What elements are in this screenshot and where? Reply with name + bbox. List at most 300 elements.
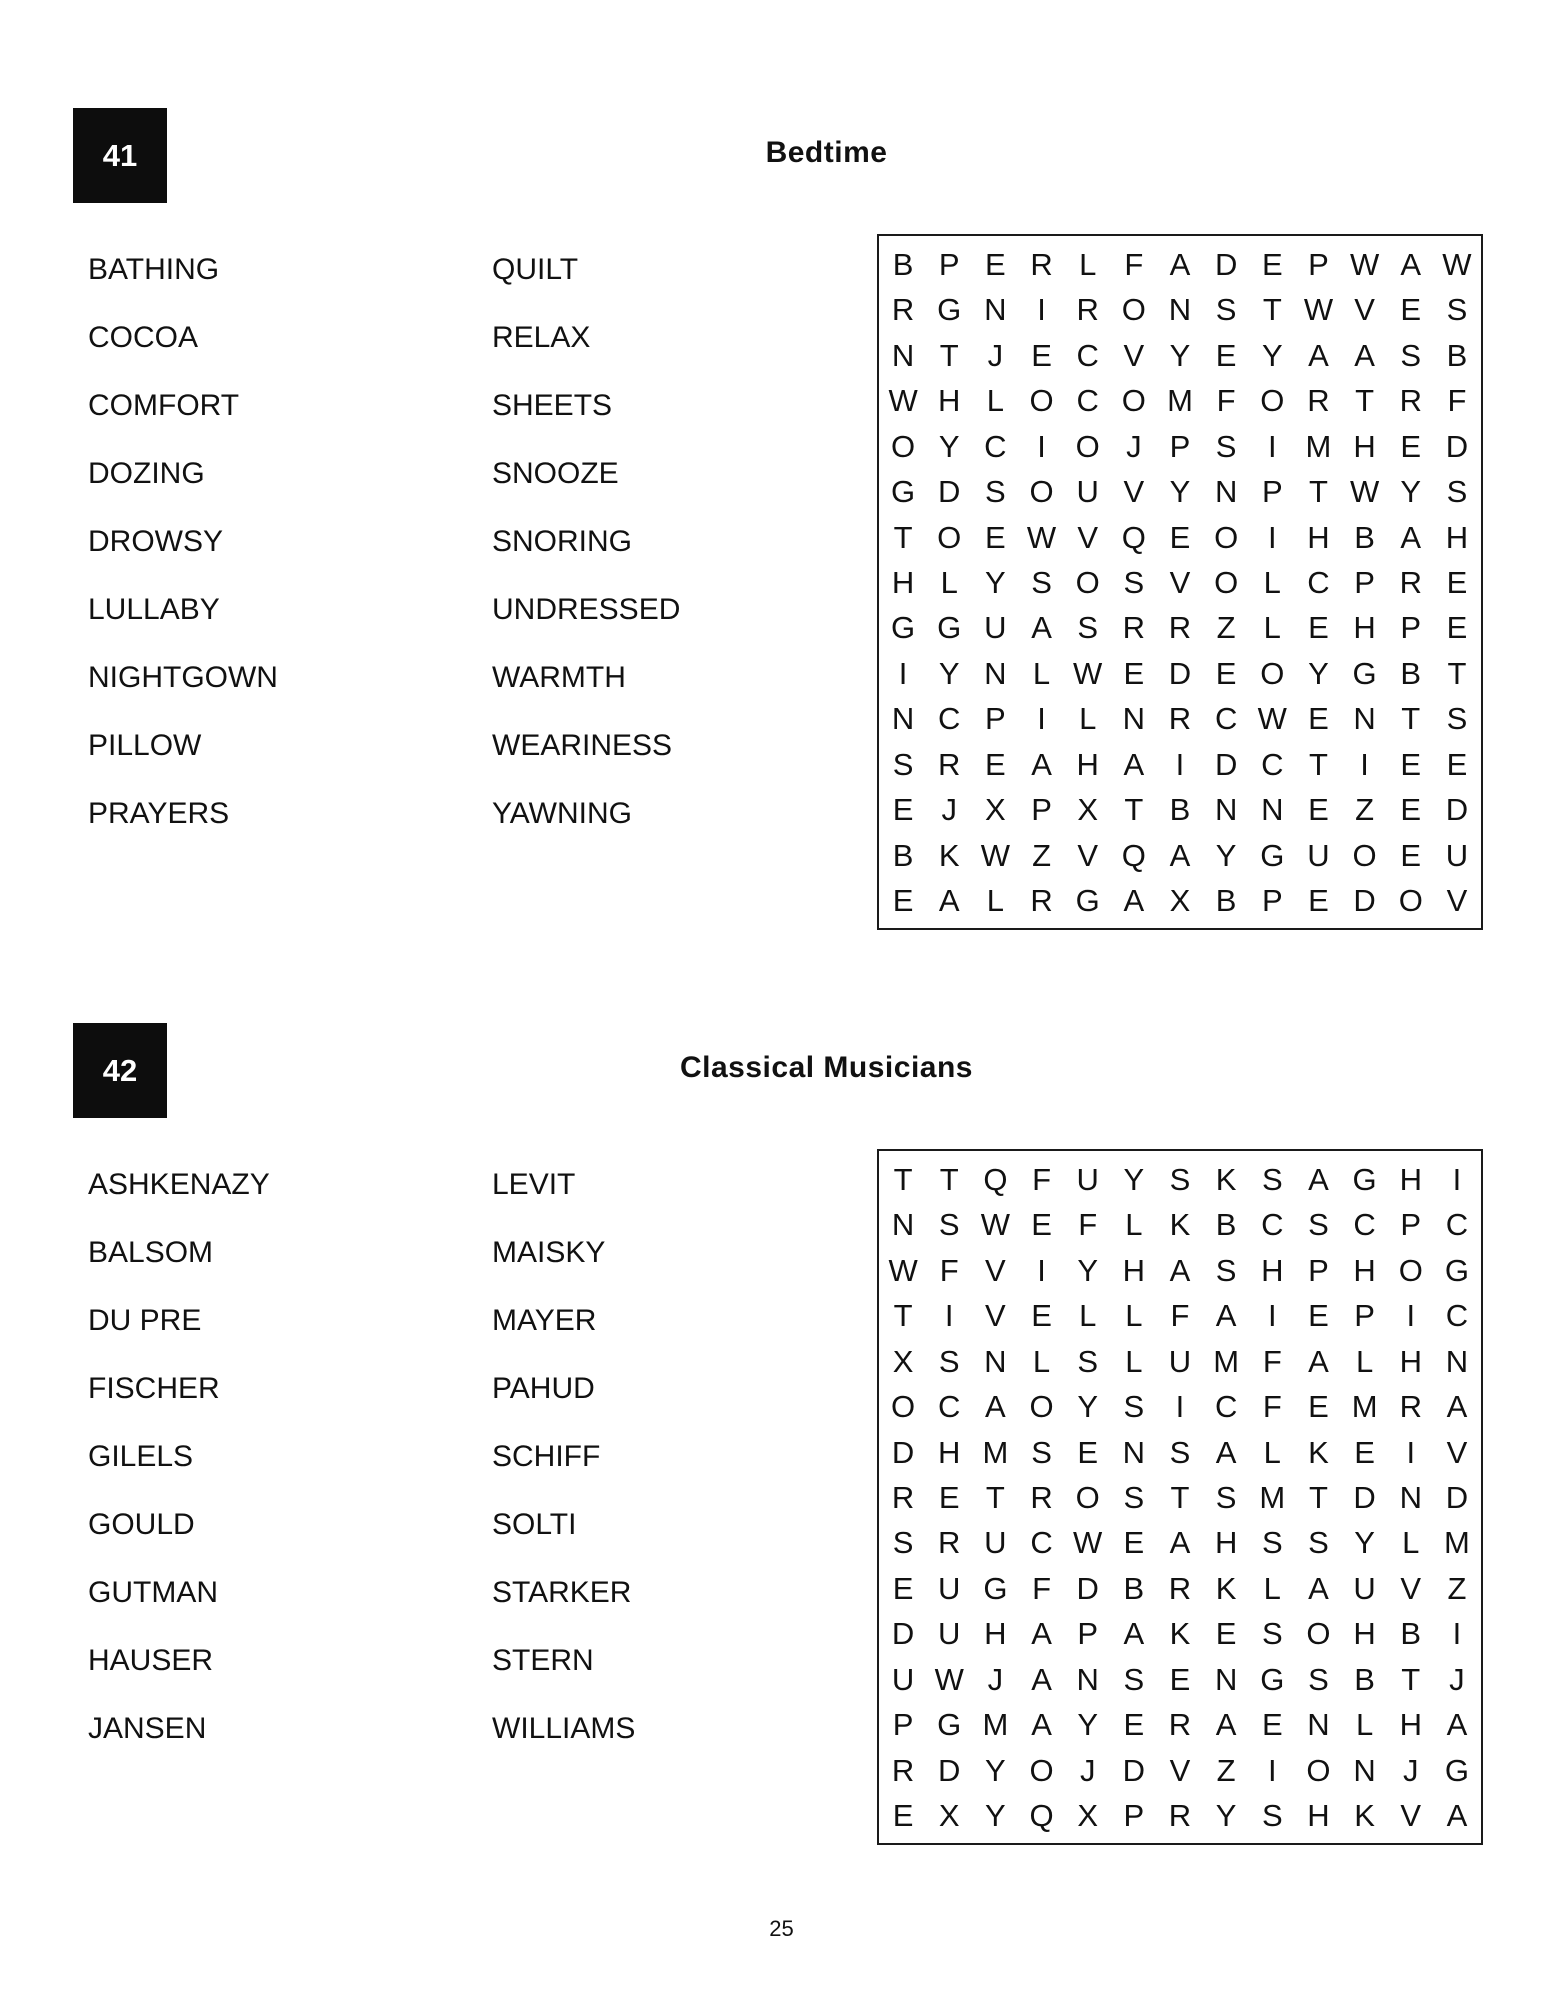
grid-letter: A bbox=[1215, 1707, 1237, 1743]
grid-letter: G bbox=[1260, 1661, 1285, 1697]
grid-letter: S bbox=[1446, 474, 1468, 510]
grid-letter: X bbox=[1169, 883, 1191, 919]
grid-letter: L bbox=[986, 883, 1004, 919]
grid-letter: T bbox=[1308, 746, 1328, 782]
grid-letter: D bbox=[938, 1752, 961, 1788]
grid-letter: W bbox=[888, 1252, 918, 1288]
grid-letter: W bbox=[888, 383, 918, 419]
grid-letter: B bbox=[892, 246, 914, 282]
grid-letter: F bbox=[1262, 1389, 1282, 1425]
grid-letter: N bbox=[1214, 792, 1238, 828]
grid-letter: R bbox=[1030, 246, 1053, 282]
grid-letter: N bbox=[1261, 792, 1284, 828]
grid-letter: W bbox=[1073, 1525, 1103, 1561]
grid-letter: P bbox=[985, 701, 1006, 737]
grid-letter: N bbox=[1353, 1752, 1376, 1788]
grid-letter: H bbox=[1445, 519, 1469, 555]
grid-letter: N bbox=[1445, 1343, 1469, 1379]
grid-letter: G bbox=[1444, 1752, 1469, 1788]
grid-letter: U bbox=[1168, 1343, 1192, 1379]
grid-letter: X bbox=[1077, 1798, 1099, 1834]
word-list-item: SCHIFF bbox=[492, 1440, 601, 1473]
grid-letter: A bbox=[1354, 337, 1375, 373]
grid-letter: Y bbox=[1169, 474, 1191, 510]
grid-letter: M bbox=[1305, 428, 1332, 464]
grid-letter: E bbox=[1308, 701, 1329, 737]
grid-letter: L bbox=[1079, 246, 1097, 282]
grid-letter: S bbox=[1077, 610, 1099, 646]
grid-letter: E bbox=[1400, 746, 1422, 782]
word-list-item: LULLABY bbox=[88, 593, 220, 626]
grid-letter: U bbox=[938, 1570, 961, 1606]
grid-letter: T bbox=[1124, 792, 1144, 828]
grid-letter: M bbox=[1167, 383, 1193, 419]
grid-letter: I bbox=[1267, 1752, 1277, 1788]
grid-letter: V bbox=[1400, 1798, 1422, 1834]
grid-letter: R bbox=[938, 746, 961, 782]
grid-letter: F bbox=[1447, 383, 1467, 419]
grid-letter: E bbox=[1123, 1525, 1145, 1561]
grid-letter: Y bbox=[938, 428, 960, 464]
grid-letter: G bbox=[937, 1707, 962, 1743]
grid-letter: T bbox=[893, 1161, 913, 1197]
grid-letter: C bbox=[1353, 1207, 1376, 1243]
grid-letter: T bbox=[1401, 1661, 1421, 1697]
grid-letter: Z bbox=[1216, 1752, 1236, 1788]
grid-letter: T bbox=[1262, 292, 1282, 328]
word-list-left bbox=[88, 250, 278, 862]
grid-letter: A bbox=[1123, 883, 1145, 919]
grid-letter: N bbox=[1214, 1661, 1238, 1697]
grid-letter: L bbox=[1125, 1207, 1143, 1243]
word-list-item: SHEETS bbox=[492, 389, 613, 422]
grid-letter: O bbox=[1121, 292, 1146, 328]
grid-letter: C bbox=[984, 428, 1007, 464]
grid-letter: O bbox=[1260, 655, 1285, 691]
grid-letter: N bbox=[891, 701, 915, 737]
grid-letter: T bbox=[985, 1479, 1005, 1515]
grid-letter: J bbox=[1079, 1752, 1096, 1788]
grid-letter: A bbox=[1123, 1616, 1145, 1652]
grid-letter: G bbox=[1352, 655, 1377, 691]
grid-letter: F bbox=[1032, 1161, 1051, 1197]
grid-letter: M bbox=[1444, 1525, 1470, 1561]
grid-letter: C bbox=[938, 1389, 961, 1425]
grid-letter: S bbox=[1169, 1161, 1191, 1197]
grid-letter: G bbox=[1260, 837, 1285, 873]
grid-letter: E bbox=[1261, 246, 1283, 282]
grid-letter: I bbox=[1360, 746, 1369, 782]
grid-letter: I bbox=[1406, 1298, 1416, 1334]
grid-letter: E bbox=[1308, 610, 1329, 646]
grid-letter: S bbox=[1031, 564, 1052, 600]
grid-letter: Y bbox=[985, 1752, 1006, 1788]
grid-letter: W bbox=[1349, 246, 1380, 282]
grid-letter: O bbox=[1029, 1389, 1054, 1425]
grid-letter: C bbox=[1030, 1525, 1053, 1561]
grid-letter: H bbox=[1399, 1161, 1422, 1197]
grid-letter: N bbox=[1122, 1434, 1146, 1470]
grid-letter: M bbox=[1351, 1389, 1378, 1425]
grid-letter: D bbox=[1445, 792, 1469, 828]
grid-letter: E bbox=[1400, 837, 1422, 873]
grid-letter: Y bbox=[1123, 1161, 1145, 1197]
grid-letter: J bbox=[987, 337, 1004, 373]
grid-letter: C bbox=[1214, 1389, 1238, 1425]
word-list-item: ASHKENAZY bbox=[88, 1168, 270, 1201]
word-list-right bbox=[492, 1165, 635, 1777]
grid-letter: F bbox=[1262, 1343, 1282, 1379]
word-list-item: BATHING bbox=[88, 253, 220, 286]
grid-letter: P bbox=[938, 246, 960, 282]
grid-letter: E bbox=[892, 792, 914, 828]
grid-letter: R bbox=[891, 1479, 915, 1515]
grid-letter: H bbox=[1399, 1707, 1422, 1743]
grid-letter: E bbox=[1308, 883, 1329, 919]
grid-letter: T bbox=[893, 519, 913, 555]
grid-letter: A bbox=[1215, 1298, 1237, 1334]
grid-letter: C bbox=[1261, 1207, 1284, 1243]
grid-letter: V bbox=[985, 1252, 1006, 1288]
grid-letter: E bbox=[1077, 1434, 1099, 1470]
grid-letter: N bbox=[1214, 474, 1238, 510]
grid-letter: G bbox=[937, 610, 962, 646]
grid-letter: W bbox=[1026, 519, 1057, 555]
grid-letter: O bbox=[1029, 383, 1054, 419]
grid-letter: W bbox=[1073, 655, 1103, 691]
grid-letter: Y bbox=[1077, 1389, 1099, 1425]
grid-letter: I bbox=[944, 1298, 954, 1334]
grid-letter: X bbox=[1077, 792, 1099, 828]
grid-letter: D bbox=[1353, 883, 1376, 919]
grid-letter: Z bbox=[1216, 610, 1236, 646]
grid-letter: K bbox=[1215, 1570, 1237, 1606]
grid-letter: A bbox=[1031, 746, 1052, 782]
grid-letter: A bbox=[1169, 246, 1191, 282]
grid-letter: E bbox=[1031, 1207, 1052, 1243]
grid-letter: R bbox=[1030, 1479, 1053, 1515]
grid-letter: O bbox=[1306, 1616, 1331, 1652]
grid-letter: E bbox=[985, 519, 1006, 555]
grid-letter: V bbox=[1446, 883, 1468, 919]
grid-letter: E bbox=[892, 1570, 914, 1606]
word-list-item: WARMTH bbox=[492, 661, 626, 694]
grid-letter: Q bbox=[983, 1161, 1008, 1197]
grid-letter: E bbox=[938, 1479, 960, 1515]
grid-letter: U bbox=[938, 1616, 961, 1652]
grid-letter: E bbox=[1031, 1298, 1052, 1334]
grid-letter: B bbox=[1400, 655, 1422, 691]
word-list-item: DOZING bbox=[88, 457, 205, 490]
grid-letter: S bbox=[1261, 1525, 1283, 1561]
grid-letter: V bbox=[1354, 292, 1375, 328]
grid-letter: U bbox=[1307, 837, 1330, 873]
grid-letter: R bbox=[1076, 292, 1099, 328]
grid-letter: I bbox=[1267, 519, 1277, 555]
grid-letter: A bbox=[1215, 1434, 1237, 1470]
grid-letter: Y bbox=[1354, 1525, 1375, 1561]
grid-letter: L bbox=[1032, 655, 1051, 691]
grid-letter: V bbox=[1400, 1570, 1422, 1606]
grid-letter: J bbox=[1403, 1752, 1419, 1788]
grid-letter: T bbox=[939, 1161, 959, 1197]
grid-letter: E bbox=[1169, 1661, 1191, 1697]
grid-letter: I bbox=[898, 655, 908, 691]
grid-letter: N bbox=[984, 292, 1007, 328]
grid-letter: J bbox=[1449, 1661, 1465, 1697]
grid-letter: I bbox=[1406, 1434, 1416, 1470]
grid-letter: S bbox=[892, 1525, 914, 1561]
word-list-item: MAYER bbox=[492, 1304, 597, 1337]
grid-letter: S bbox=[1308, 1207, 1329, 1243]
grid-letter: J bbox=[987, 1661, 1004, 1697]
grid-letter: F bbox=[1078, 1207, 1098, 1243]
grid-letter: A bbox=[1169, 1252, 1191, 1288]
grid-letter: O bbox=[1075, 1479, 1100, 1515]
grid-letter: L bbox=[1125, 1343, 1143, 1379]
grid-letter: A bbox=[985, 1389, 1006, 1425]
grid-letter: S bbox=[1261, 1161, 1283, 1197]
grid-letter: L bbox=[940, 564, 958, 600]
grid-letter: P bbox=[892, 1707, 914, 1743]
grid-letter: K bbox=[1308, 1434, 1329, 1470]
word-list-item: GILELS bbox=[88, 1440, 194, 1473]
grid-letter: H bbox=[1353, 428, 1376, 464]
grid-letter: L bbox=[1032, 1343, 1051, 1379]
grid-letter: X bbox=[892, 1343, 914, 1379]
grid-letter: Q bbox=[1121, 519, 1146, 555]
grid-letter: D bbox=[891, 1434, 915, 1470]
grid-letter: O bbox=[1260, 383, 1285, 419]
grid-letter: A bbox=[1308, 337, 1329, 373]
word-list-item: UNDRESSED bbox=[492, 593, 681, 626]
grid-letter: J bbox=[941, 792, 957, 828]
word-list-item: NIGHTGOWN bbox=[88, 661, 278, 694]
grid-letter: O bbox=[1398, 883, 1423, 919]
grid-letter: B bbox=[1215, 1207, 1237, 1243]
word-list-item: SNOOZE bbox=[492, 457, 619, 490]
grid-letter: O bbox=[891, 428, 916, 464]
puzzle-title: Classical Musicians bbox=[680, 1051, 973, 1084]
grid-letter: F bbox=[1170, 1298, 1190, 1334]
grid-letter: I bbox=[1452, 1161, 1462, 1197]
grid-letter: H bbox=[1353, 1616, 1376, 1652]
grid-letter: A bbox=[1031, 1661, 1052, 1697]
grid-letter: N bbox=[1399, 1479, 1422, 1515]
grid-letter: G bbox=[1352, 1161, 1377, 1197]
grid-letter: B bbox=[1215, 883, 1237, 919]
grid-letter: G bbox=[1444, 1252, 1469, 1288]
word-list-item: DROWSY bbox=[88, 525, 223, 558]
grid-letter: T bbox=[1447, 655, 1467, 691]
grid-letter: H bbox=[1261, 1252, 1284, 1288]
grid-letter: S bbox=[1077, 1343, 1099, 1379]
grid-letter: V bbox=[1123, 337, 1145, 373]
grid-letter: Y bbox=[1077, 1707, 1099, 1743]
grid-letter: V bbox=[1077, 519, 1099, 555]
word-list-item: PILLOW bbox=[88, 729, 202, 762]
grid-letter: A bbox=[1446, 1389, 1468, 1425]
grid-letter: B bbox=[1446, 337, 1468, 373]
grid-letter: R bbox=[938, 1525, 961, 1561]
grid-letter: I bbox=[1452, 1616, 1462, 1652]
word-list-right bbox=[492, 250, 680, 862]
grid-letter: T bbox=[1355, 383, 1375, 419]
word-list-item: COCOA bbox=[88, 321, 199, 354]
grid-letter: A bbox=[1031, 1707, 1052, 1743]
grid-letter: F bbox=[1124, 246, 1144, 282]
grid-letter: S bbox=[1215, 292, 1237, 328]
grid-letter: D bbox=[891, 1616, 915, 1652]
grid-letter: L bbox=[1355, 1343, 1374, 1379]
grid-letter: A bbox=[1031, 610, 1052, 646]
grid-letter: E bbox=[1308, 792, 1329, 828]
grid-letter: I bbox=[1267, 428, 1277, 464]
letter-grid bbox=[877, 1149, 1483, 1845]
grid-letter: F bbox=[1216, 383, 1236, 419]
grid-letter: H bbox=[1307, 519, 1330, 555]
grid-letter: T bbox=[1308, 1479, 1328, 1515]
grid-letter: B bbox=[1354, 1661, 1375, 1697]
grid-letter: O bbox=[1398, 1252, 1423, 1288]
grid-letter: Y bbox=[1261, 337, 1283, 373]
grid-letter: A bbox=[1446, 1707, 1468, 1743]
grid-letter: Z bbox=[1355, 792, 1375, 828]
grid-letter: B bbox=[1123, 1570, 1145, 1606]
grid-letter: S bbox=[1215, 1252, 1237, 1288]
word-list-item: LEVIT bbox=[492, 1168, 576, 1201]
grid-letter: V bbox=[1169, 1752, 1191, 1788]
puzzle-title: Bedtime bbox=[765, 136, 888, 169]
page-number: 25 bbox=[769, 1916, 794, 1941]
grid-letter: I bbox=[1037, 428, 1046, 464]
grid-letter: O bbox=[1029, 1752, 1054, 1788]
grid-letter: S bbox=[1123, 1389, 1145, 1425]
grid-letter: V bbox=[1123, 474, 1145, 510]
word-list-item: STARKER bbox=[492, 1576, 632, 1609]
grid-letter: S bbox=[1123, 1479, 1145, 1515]
grid-letter: N bbox=[1307, 1707, 1330, 1743]
grid-letter: P bbox=[1169, 428, 1191, 464]
grid-letter: G bbox=[937, 292, 962, 328]
grid-letter: B bbox=[1400, 1616, 1422, 1652]
grid-letter: D bbox=[1122, 1752, 1146, 1788]
grid-letter: R bbox=[1399, 383, 1422, 419]
grid-letter: M bbox=[1259, 1479, 1286, 1515]
grid-letter: E bbox=[1308, 1389, 1329, 1425]
grid-letter: H bbox=[1214, 1525, 1238, 1561]
grid-letter: K bbox=[1169, 1616, 1191, 1652]
grid-letter: L bbox=[1402, 1525, 1420, 1561]
grid-letter: N bbox=[984, 1343, 1007, 1379]
grid-letter: E bbox=[1123, 655, 1145, 691]
grid-letter: H bbox=[1307, 1798, 1330, 1834]
grid-letter: A bbox=[1169, 837, 1191, 873]
puzzle-42 bbox=[0, 915, 1563, 1834]
grid-letter: X bbox=[985, 792, 1006, 828]
grid-letter: R bbox=[891, 292, 915, 328]
grid-letter: P bbox=[1354, 564, 1375, 600]
grid-letter: S bbox=[892, 746, 914, 782]
grid-letter: E bbox=[1215, 337, 1237, 373]
grid-letter: S bbox=[1261, 1616, 1283, 1652]
grid-letter: W bbox=[980, 837, 1010, 873]
grid-letter: P bbox=[1400, 610, 1422, 646]
grid-letter: G bbox=[983, 1570, 1008, 1606]
grid-letter: I bbox=[1267, 1298, 1277, 1334]
grid-letter: T bbox=[1308, 474, 1328, 510]
grid-letter: V bbox=[985, 1298, 1006, 1334]
word-list-item: JANSEN bbox=[88, 1712, 207, 1745]
word-list-item: QUILT bbox=[492, 253, 579, 286]
grid-letter: F bbox=[939, 1252, 959, 1288]
grid-letter: C bbox=[938, 701, 961, 737]
grid-letter: E bbox=[985, 746, 1006, 782]
grid-letter: R bbox=[1168, 1707, 1192, 1743]
grid-letter: O bbox=[1075, 564, 1100, 600]
grid-letter: Z bbox=[1447, 1570, 1467, 1606]
grid-letter: O bbox=[1352, 837, 1377, 873]
grid-letter: D bbox=[1445, 428, 1469, 464]
word-list-item: RELAX bbox=[492, 321, 591, 354]
grid-letter: N bbox=[984, 655, 1007, 691]
grid-letter: S bbox=[1215, 1479, 1237, 1515]
grid-letter: F bbox=[1032, 1570, 1051, 1606]
word-list-item: COMFORT bbox=[88, 389, 240, 422]
grid-letter: Y bbox=[938, 655, 960, 691]
letter-grid bbox=[877, 234, 1483, 930]
grid-letter: I bbox=[1037, 701, 1046, 737]
grid-letter: Q bbox=[1121, 837, 1146, 873]
grid-letter: M bbox=[1213, 1343, 1240, 1379]
grid-letter: I bbox=[1175, 746, 1185, 782]
grid-letter: H bbox=[1122, 1252, 1146, 1288]
grid-letter: S bbox=[1031, 1434, 1052, 1470]
grid-letter: S bbox=[1400, 337, 1422, 373]
grid-letter: V bbox=[1169, 564, 1191, 600]
grid-letter: H bbox=[1353, 610, 1376, 646]
grid-letter: E bbox=[1400, 792, 1422, 828]
grid-letter: E bbox=[1169, 519, 1191, 555]
grid-letter: A bbox=[938, 883, 960, 919]
grid-letter: C bbox=[1307, 564, 1330, 600]
grid-letter: R bbox=[1168, 1798, 1192, 1834]
grid-letter: S bbox=[985, 474, 1006, 510]
grid-letter: U bbox=[1353, 1570, 1376, 1606]
grid-letter: S bbox=[1169, 1434, 1191, 1470]
grid-letter: A bbox=[1400, 246, 1422, 282]
grid-letter: U bbox=[1076, 1161, 1099, 1197]
grid-letter: E bbox=[1400, 428, 1422, 464]
grid-letter: Y bbox=[985, 1798, 1006, 1834]
grid-letter: B bbox=[1169, 792, 1191, 828]
grid-letter: S bbox=[1308, 1525, 1329, 1561]
grid-letter: P bbox=[1123, 1798, 1145, 1834]
grid-letter: R bbox=[1168, 1570, 1192, 1606]
grid-letter: S bbox=[938, 1207, 960, 1243]
word-list-item: WEARINESS bbox=[492, 729, 673, 762]
grid-letter: Z bbox=[1032, 837, 1051, 873]
grid-letter: L bbox=[986, 383, 1004, 419]
grid-letter: P bbox=[1400, 1207, 1422, 1243]
word-list-item: SOLTI bbox=[492, 1508, 577, 1541]
grid-letter: O bbox=[1121, 383, 1146, 419]
grid-letter: E bbox=[892, 883, 914, 919]
grid-letter: U bbox=[984, 1525, 1007, 1561]
grid-letter: T bbox=[1170, 1479, 1190, 1515]
grid-letter: A bbox=[1031, 1616, 1052, 1652]
puzzle-number-badge: 42 bbox=[73, 1023, 167, 1118]
